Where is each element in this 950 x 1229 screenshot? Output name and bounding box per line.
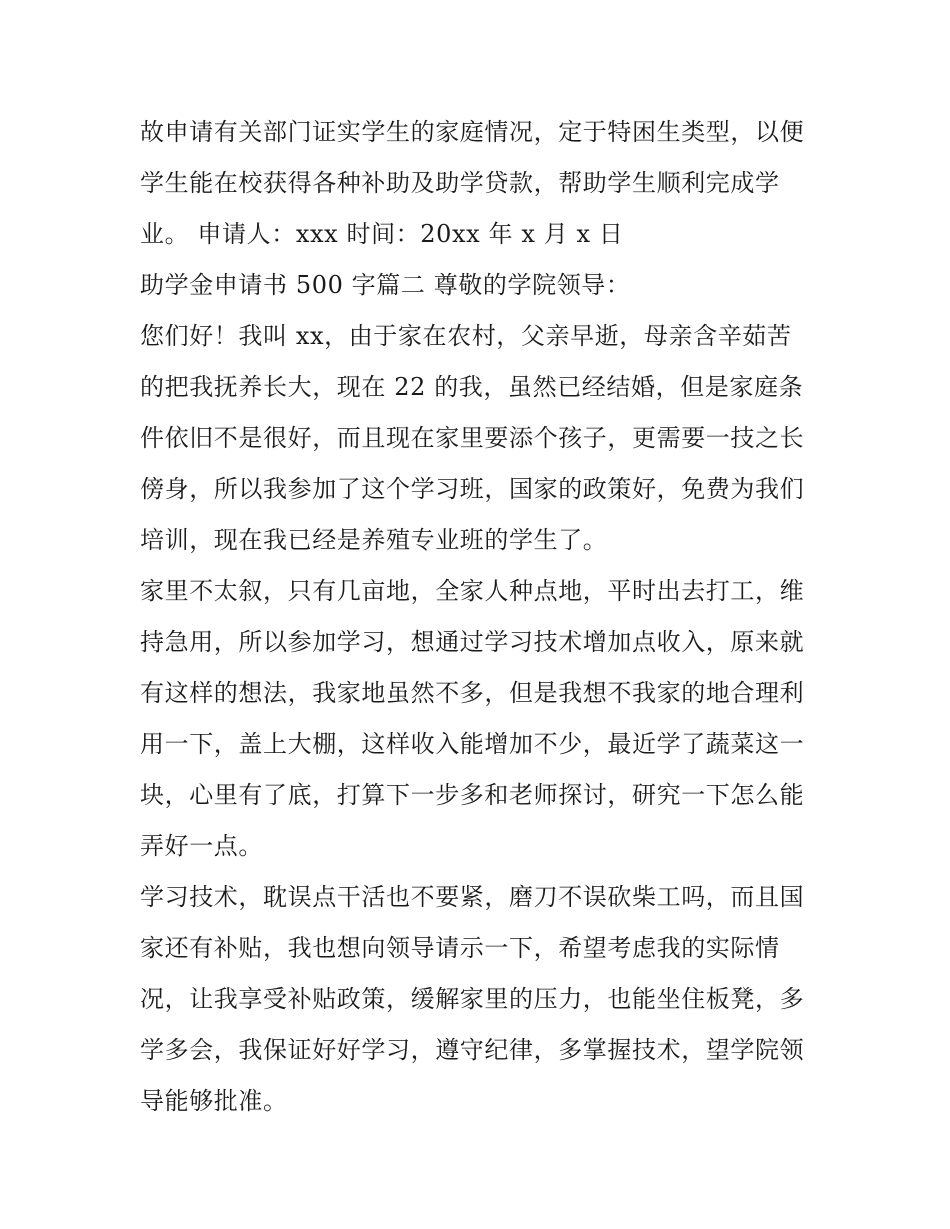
text-line: 件依旧不是很好，而且现在家里要添个孩子，更需要一技之长 <box>140 424 805 452</box>
text-line: 家里不太叙，只有几亩地，全家人种点地，平时出去打工，维 <box>140 577 805 605</box>
text-line: 用一下，盖上大棚，这样收入能增加不少，最近学了蔬菜这一 <box>140 730 805 758</box>
section-heading-line: 助学金申请书 500 字篇二 尊敬的学院领导： <box>140 271 631 299</box>
text-line: 有这样的想法，我家地虽然不多，但是我想不我家的地合理利 <box>140 679 805 707</box>
text-line: 培训，现在我已经是养殖专业班的学生了。 <box>140 526 608 554</box>
text-line: 学生能在校获得各种补助及助学贷款，帮助学生顺利完成学 <box>140 169 780 197</box>
text-line: 的把我抚养长大，现在 22 的我，虽然已经结婚，但是家庭条 <box>140 373 804 401</box>
text-line: 业。 申请人：xxx 时间：20xx 年 x 月 x 日 <box>140 220 624 248</box>
document-body <box>140 107 820 1127</box>
text-line: 学习技术，耽误点干活也不要紧，磨刀不误砍柴工吗，而且国 <box>140 883 805 911</box>
text-line: 家还有补贴，我也想向领导请示一下，希望考虑我的实际情 <box>140 934 780 962</box>
text-line: 您们好！我叫 xx，由于家在农村，父亲早逝，母亲含辛茹苦 <box>140 322 792 350</box>
text-line: 块，心里有了底，打算下一步多和老师探讨，研究一下怎么能 <box>140 781 805 809</box>
text-line: 导能够批准。 <box>140 1087 288 1115</box>
text-line: 况，让我享受补贴政策，缓解家里的压力，也能坐住板凳，多 <box>140 985 805 1013</box>
text-line: 弄好一点。 <box>140 832 263 860</box>
text-line: 故申请有关部门证实学生的家庭情况，定于特困生类型，以便 <box>140 118 805 146</box>
text-line: 学多会，我保证好好学习，遵守纪律，多掌握技术，望学院领 <box>140 1036 805 1064</box>
text-line: 傍身，所以我参加了这个学习班，国家的政策好，免费为我们 <box>140 475 805 503</box>
text-line: 持急用，所以参加学习，想通过学习技术增加点收入，原来就 <box>140 628 805 656</box>
